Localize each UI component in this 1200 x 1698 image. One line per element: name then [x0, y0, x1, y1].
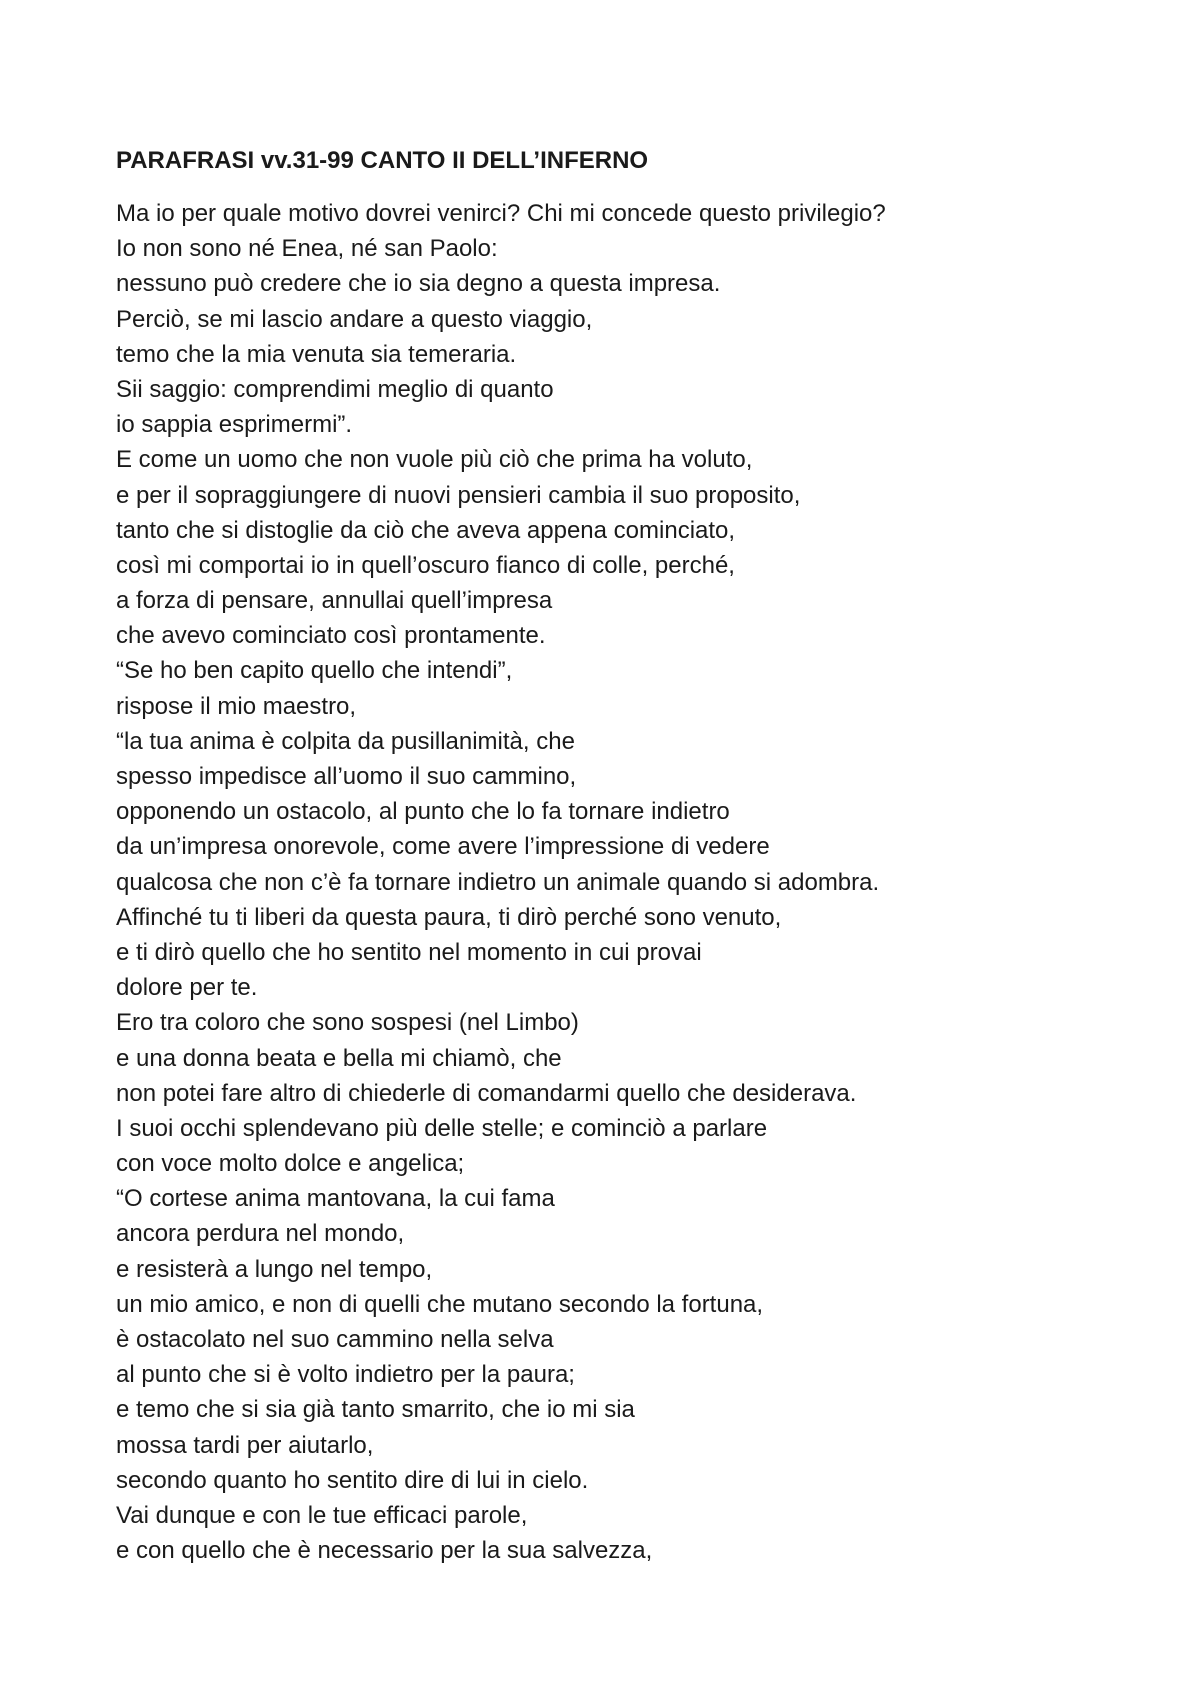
text-line: ancora perdura nel mondo, [116, 1220, 405, 1248]
text-line: che avevo cominciato così prontamente. [116, 622, 546, 650]
text-line: e con quello che è necessario per la sua salvezza, [116, 1537, 653, 1565]
text-line: “Se ho ben capito quello che intendi”, [116, 657, 513, 685]
text-line: un mio amico, e non di quelli che mutano secondo la fortuna, [116, 1290, 764, 1318]
text-line: Sii saggio: comprendimi meglio di quanto [116, 375, 554, 403]
text-line: con voce molto dolce e angelica; [116, 1150, 465, 1178]
text-line: io sappia esprimermi”. [116, 411, 353, 439]
text-line: secondo quanto ho sentito dire di lui in cielo. [116, 1466, 589, 1494]
text-line: tanto che si distoglie da ciò che aveva appena cominciato, [116, 516, 736, 544]
text-line: Ma io per quale motivo dovrei venirci? Chi mi concede questo privilegio? [116, 200, 886, 227]
text-line: E come un uomo che non vuole più ciò che prima ha voluto, [116, 446, 753, 474]
text-line: così mi comportai io in quell’oscuro fianco di colle, perché, [116, 551, 735, 579]
text-line: da un’impresa onorevole, come avere l’impressione di vedere [116, 833, 770, 861]
text-line: rispose il mio maestro, [116, 692, 357, 720]
text-line: e per il sopraggiungere di nuovi pensieri cambia il suo proposito, [116, 481, 801, 509]
text-line: temo che la mia venuta sia temeraria. [116, 340, 517, 368]
text-line: è ostacolato nel suo cammino nella selva [116, 1326, 554, 1353]
text-line: dolore per te. [116, 974, 258, 1002]
text-line: I suoi occhi splendevano più delle stelle; e cominciò a parlare [116, 1114, 768, 1142]
text-line: Affinché tu ti liberi da questa paura, ti dirò perché sono venuto, [116, 903, 782, 931]
paraphrase-text [116, 196, 1116, 1568]
text-line: a forza di pensare, annullai quell’impresa [116, 587, 553, 615]
text-line: Vai dunque e con le tue efficaci parole, [116, 1501, 528, 1529]
text-line: e resisterà a lungo nel tempo, [116, 1255, 433, 1283]
text-line: al punto che si è volto indietro per la paura; [116, 1361, 575, 1389]
text-line: qualcosa che non c’è fa tornare indietro un animale quando si adombra. [116, 868, 880, 896]
text-line: non potei fare altro di chiederle di comandarmi quello che desiderava. [116, 1079, 857, 1107]
text-line: opponendo un ostacolo, al punto che lo fa tornare indietro [116, 798, 730, 826]
text-line: e una donna beata e bella mi chiamò, che [116, 1044, 562, 1072]
text-line: “O cortese anima mantovana, la cui fama [116, 1185, 555, 1213]
text-line: Perciò, se mi lascio andare a questo viaggio, [116, 305, 593, 333]
text-line: Io non sono né Enea, né san Paolo: [116, 235, 498, 263]
text-line: mossa tardi per aiutarlo, [116, 1431, 374, 1459]
document-title: PARAFRASI vv.31-99 CANTO II DELL’INFERNO [116, 147, 649, 174]
text-line: “la tua anima è colpita da pusillanimità, che [116, 727, 575, 755]
text-line: nessuno può credere che io sia degno a questa impresa. [116, 270, 721, 298]
text-line: spesso impedisce all’uomo il suo cammino, [116, 763, 577, 790]
text-line: e ti dirò quello che ho sentito nel momento in cui provai [116, 938, 702, 966]
text-line: Ero tra coloro che sono sospesi (nel Limbo) [116, 1009, 579, 1037]
text-line: e temo che si sia già tanto smarrito, che io mi sia [116, 1396, 635, 1424]
